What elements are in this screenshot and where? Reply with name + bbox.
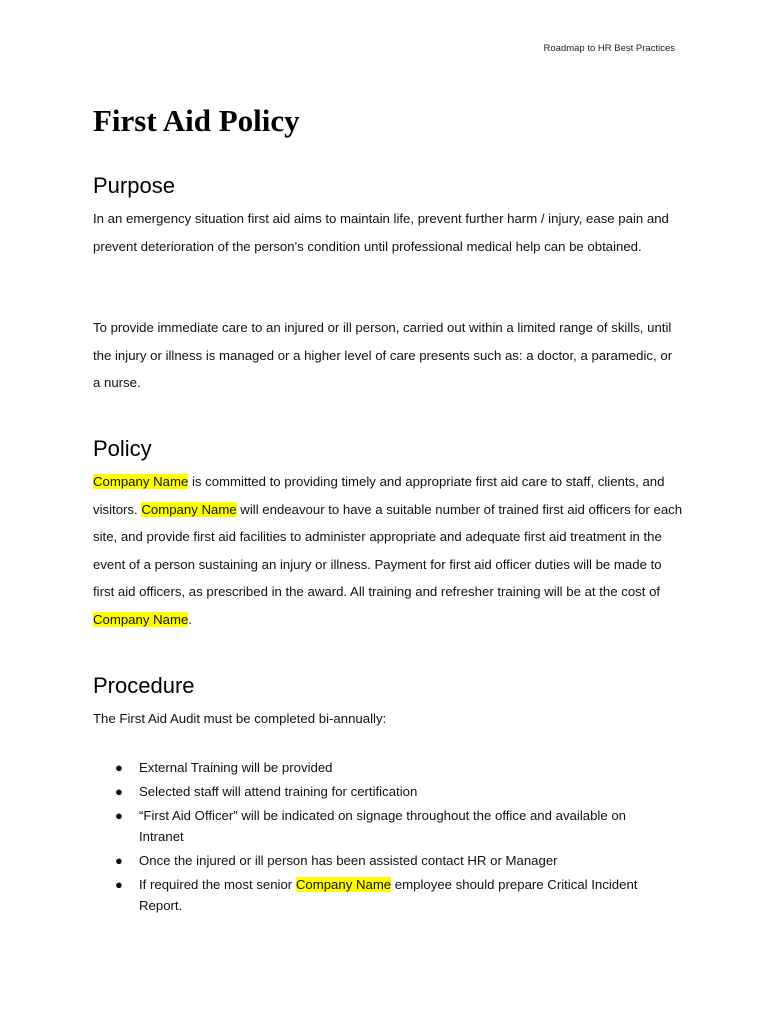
procedure-list <box>93 757 673 919</box>
list-item-text: If required the most senior <box>139 877 296 892</box>
bullet-icon: ● <box>115 760 123 775</box>
company-name-placeholder: Company Name <box>141 501 237 517</box>
list-item <box>93 805 673 847</box>
purpose-paragraph-1: In an emergency situation first aid aims to maintain life, prevent further harm / injury, ease pain and prevent deterioration of the person's condition until professional medical help can be obtained. <box>93 211 669 254</box>
purpose-heading: Purpose <box>93 173 175 198</box>
bullet-icon: ● <box>115 877 123 892</box>
purpose-paragraph-2: To provide immediate care to an injured or ill person, carried out within a limited range of skills, until the injury or illness is managed or a higher level of care presents such as: a doctor, a paramedic, or a nurse. <box>93 320 673 390</box>
list-item-text: “First Aid Officer” will be indicated on signage throughout the office and available on Intranet <box>139 808 627 844</box>
policy-text-segment: . <box>188 611 192 627</box>
bullet-icon: ● <box>115 808 123 823</box>
list-item <box>93 874 673 916</box>
list-item-text: Selected staff will attend training for certification <box>139 784 418 799</box>
running-header: Roadmap to HR Best Practices <box>543 43 675 54</box>
list-item-text: employee should prepare Critical Incident Report. <box>139 877 638 913</box>
list-item-text: External Training will be provided <box>139 760 333 775</box>
bullet-icon: ● <box>115 853 123 868</box>
list-item-text: Once the injured or ill person has been assisted contact HR or Manager <box>139 853 558 868</box>
list-item <box>93 757 673 778</box>
list-item <box>93 850 673 871</box>
list-item <box>93 781 673 802</box>
policy-heading: Policy <box>93 436 152 461</box>
document-title: First Aid Policy <box>93 103 300 138</box>
procedure-heading: Procedure <box>93 673 195 698</box>
policy-text-segment: will endeavour to have a suitable number of trained first aid officers for each site, and provide first aid facilities to administer appropriate and adequate first aid treatment in the event of a person sustaining an injury or illness. Payment for first aid officer duties will be made to first aid officers, as prescribed in the award. All training and refresher training will be at the cost of <box>93 501 683 599</box>
company-name-placeholder: Company Name <box>93 474 189 489</box>
company-name-placeholder: Company Name <box>93 611 189 627</box>
bullet-icon: ● <box>115 784 123 799</box>
procedure-intro: The First Aid Audit must be completed bi-annually: <box>93 711 387 726</box>
company-name-placeholder: Company Name <box>295 877 392 892</box>
policy-paragraph <box>93 468 683 633</box>
policy-text-segment: is committed to providing timely and appropriate first aid care to staff, clients, and visitors. <box>93 474 665 517</box>
